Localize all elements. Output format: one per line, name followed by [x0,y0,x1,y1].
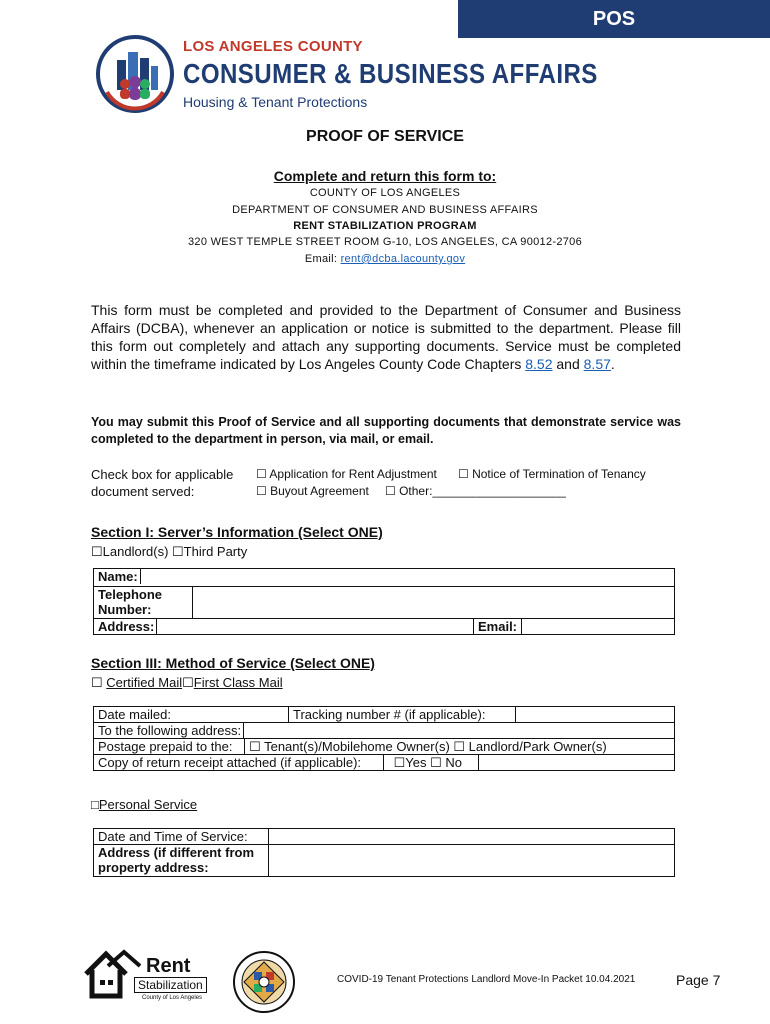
email-row[interactable] [474,619,675,635]
server-type-options[interactable]: ☐Landlord(s) ☐Third Party [91,544,248,559]
receipt-label: Copy of return receipt attached (if applicable): [94,755,384,770]
first-class-box[interactable]: ☐ [182,675,194,690]
receipt-options[interactable]: ☐Yes ☐ No [388,755,479,770]
tracking-label: Tracking number # (if applicable): [289,707,516,723]
email-label: Email: [304,253,341,265]
packet-footer-text: COVID-19 Tenant Protections Landlord Move-In Packet 10.04.2021 [337,974,636,985]
document-type-label [91,466,233,500]
county-seal-icon [232,950,296,1014]
rent-logo-title: Rent [146,955,191,977]
personal-service-label: Personal Service [98,797,198,812]
mail-table [93,706,675,771]
personal-service-option[interactable] [91,797,197,812]
checkbox-buyout[interactable]: ☐ Buyout Agreement [256,484,369,498]
intro-period: . [610,356,615,372]
intro-and: and [552,356,584,372]
checkbox-other[interactable]: ☐ Other:____________________ [385,484,566,498]
intro-paragraph [91,301,681,373]
certified-box[interactable]: ☐ [91,675,107,690]
personal-service-box[interactable]: □ [91,797,99,812]
personal-service-table [93,828,675,877]
postage-label: Postage prepaid to the: [94,739,245,754]
to-address-label: To the following address: [94,723,244,738]
telephone-field[interactable] [193,587,675,619]
intro-text: This form must be completed and provided to the Department of Consumer and Business Affairs (DCBA), whenever an application or notice is submitted to the department. Please fill this form out completely and attach any supporting documents. Service must be completed within the timeframe indicated by Los Angeles County Code Chapters [91,302,681,372]
tracking-field[interactable] [516,707,675,723]
chapter-852-link[interactable]: 8.52 [525,356,553,372]
return-heading: Complete and return this form to: [273,168,497,184]
pos-tab [458,0,770,38]
submit-note: You may submit this Proof of Service and all supporting documents that demonstrate service was completed to the department in person, via mail, or email. [91,415,681,446]
date-mailed-label: Date mailed: [94,707,289,723]
alt-address-label-1: Address (if different from [98,845,255,860]
address-label: Address: [94,619,157,634]
org-line-3: Housing & Tenant Protections [183,94,368,110]
return-line-4: 320 WEST TEMPLE STREET ROOM G-10, LOS ANGELES, CA 90012-2706 [188,236,582,248]
page-title: PROOF OF SERVICE [306,128,464,145]
section-1-heading: Section I: Server’s Information (Select ONE) [91,524,383,540]
postage-options[interactable]: ☐ Tenant(s)/Mobilehome Owner(s) ☐ Landlord/Park Owner(s) [249,739,607,754]
document-type-label-1: Check box for applicable [91,467,234,482]
return-email-line [0,253,770,265]
first-class-label: First Class Mail [193,675,283,690]
postage-row [94,739,675,755]
checkbox-termination[interactable]: ☐ Notice of Termination of Tenancy [458,467,646,481]
alt-address-field[interactable] [269,845,675,877]
dcba-logo-icon [95,34,175,114]
date-time-field[interactable] [269,829,675,845]
return-line-2: DEPARTMENT OF CONSUMER AND BUSINESS AFFAIRS [232,204,538,216]
rent-logo-subtitle: Stabilization [134,977,207,993]
section-3-heading: Section III: Method of Service (Select ONE) [91,655,375,671]
telephone-label [94,587,193,619]
document-type-label-2: document served: [91,484,195,499]
name-row[interactable] [94,569,675,587]
chapter-857-link[interactable]: 8.57 [583,356,611,372]
page-number: Page 7 [676,972,721,988]
telephone-label-1: Telephone [98,587,163,602]
address-row[interactable] [94,619,474,635]
to-address-row[interactable] [94,723,675,739]
receipt-row [94,755,675,771]
alt-address-label-2: property address: [98,860,209,875]
email-field-label: Email: [474,619,522,634]
pos-tab-label: POS [592,7,636,30]
return-line-1: COUNTY OF LOS ANGELES [309,187,461,199]
email-link[interactable]: rent@dcba.lacounty.gov [340,253,466,265]
date-time-label: Date and Time of Service: [94,829,269,845]
rent-logo-county: County of Los Angeles [142,995,203,1001]
server-info-table [93,568,675,635]
certified-mail-label: Certified Mail [106,675,183,690]
house-logo-icon [82,948,142,1000]
alt-address-label [94,845,269,877]
org-line-1: LOS ANGELES COUNTY [183,38,363,55]
telephone-label-2: Number: [98,602,152,617]
mail-type-options[interactable] [91,675,283,691]
checkbox-rent-adjustment[interactable]: ☐ Application for Rent Adjustment [256,467,437,481]
return-line-3: RENT STABILIZATION PROGRAM [293,220,477,232]
name-label: Name: [94,569,141,584]
org-line-2: CONSUMER & BUSINESS AFFAIRS [183,58,598,89]
